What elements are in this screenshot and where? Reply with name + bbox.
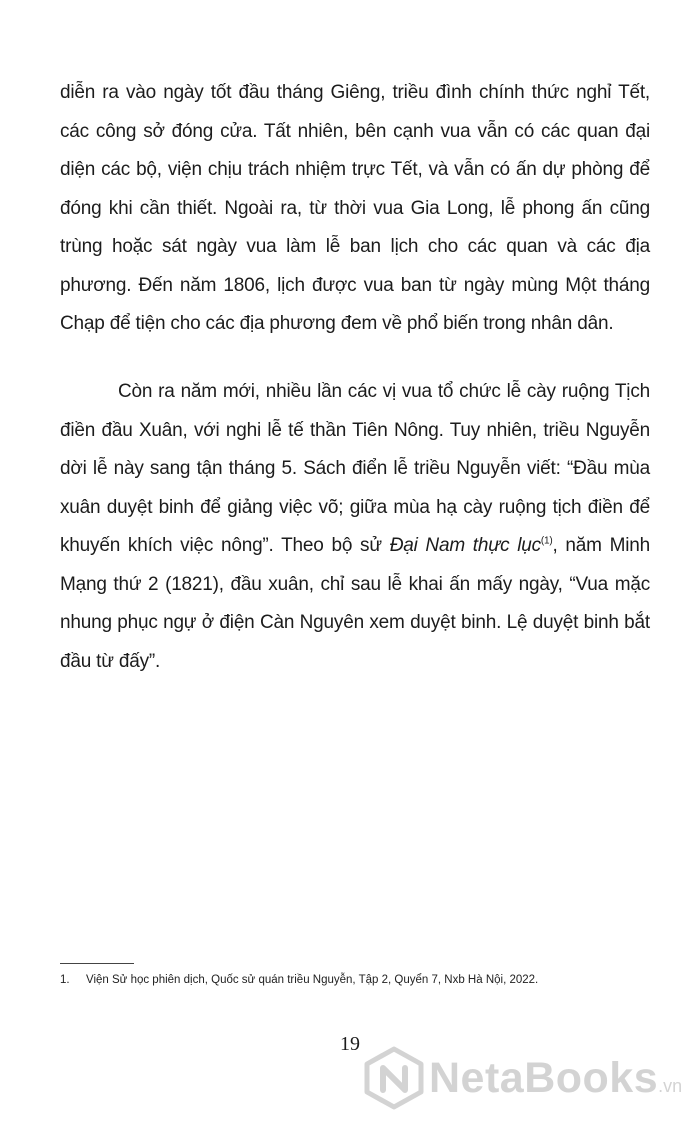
paragraph-2-text-start: Còn ra năm mới, nhiều lần các vị vua tổ chức lễ cày ruộng Tịch điền đầu Xuân, với nghi lễ tế thần Tiên Nông. Tuy nhiên, triều Nguyễn dời lễ này sang tận tháng 5. Sách điển lễ triều Nguyễn viết: “Đầu mùa xuân duyệt binh để giảng việc võ; giữa mùa hạ cày ruộng tịch điền để khuyến khích việc nông”. Theo bộ sử bbox=[60, 381, 650, 556]
watermark bbox=[363, 1046, 683, 1110]
book-title-italic: Đại Nam thực lục bbox=[389, 535, 541, 556]
footnote-reference: (1) bbox=[540, 535, 553, 547]
footnote-number: 1. bbox=[60, 974, 70, 986]
paragraph-2-text-end: , năm Minh Mạng thứ 2 (1821), đầu xuân, chỉ sau lễ khai ấn mấy ngày, “Vua mặc nhung phục ngự ở điện Càn Nguyên xem duyệt binh. Lệ duyệt binh bắt đầu từ đấy”. bbox=[60, 535, 651, 672]
body-paragraph-1: diễn ra vào ngày tốt đầu tháng Giêng, triều đình chính thức nghỉ Tết, các công sở đóng cửa. Tất nhiên, bên cạnh vua vẫn có các quan đại diện các bộ, viện chịu trách nhiệm trực Tết, và vẫn có ấn dự phòng để đóng khi cần thiết. Ngoài ra, từ thời vua Gia Long, lễ phong ấn cũng trùng hoặc sát ngày vua làm lễ ban lịch cho các quan và các địa phương. Đến năm 1806, lịch được vua ban từ ngày mùng Một tháng Chạp để tiện cho các địa phương đem về phổ biến trong nhân dân. bbox=[60, 82, 650, 334]
watermark-suffix: .vn bbox=[658, 1076, 683, 1096]
footnote-text: Viện Sử học phiên dịch, Quốc sử quán triều Nguyễn, Tập 2, Quyển 7, Nxb Hà Nội, 2022. bbox=[86, 974, 539, 986]
page-number: 19 bbox=[340, 1033, 360, 1055]
watermark-text bbox=[429, 1054, 682, 1103]
watermark-name: NetaBooks bbox=[429, 1054, 659, 1102]
netabooks-logo-icon bbox=[363, 1046, 425, 1110]
body-paragraph-2 bbox=[60, 373, 650, 681]
footnote bbox=[60, 972, 660, 988]
footnote-divider bbox=[60, 963, 134, 964]
